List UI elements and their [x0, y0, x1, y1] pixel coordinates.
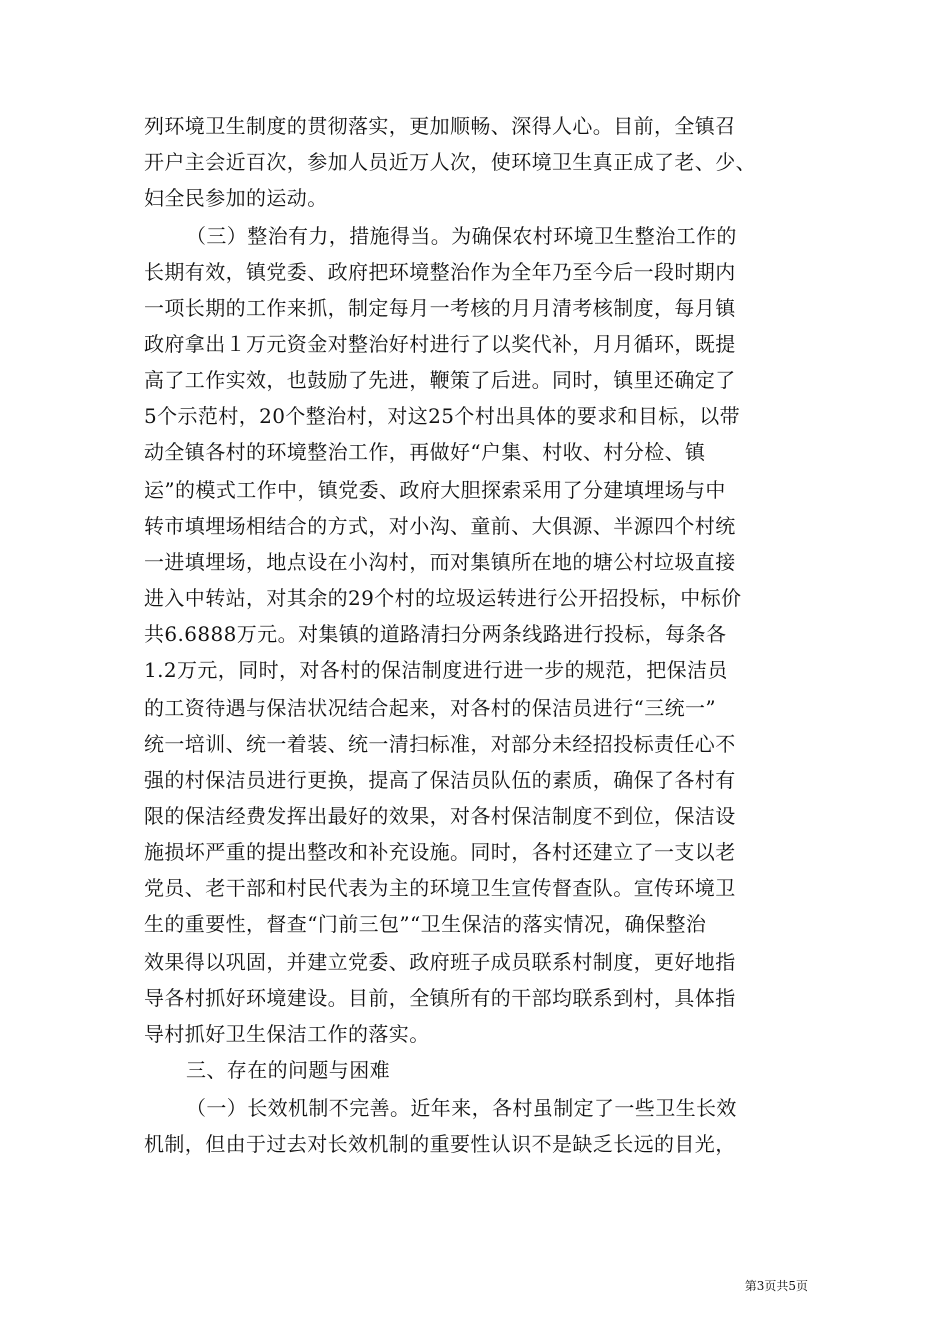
text-line: 一进填埋场，地点设在小沟村，而对集镇所在地的塘公村垃圾直接 — [144, 550, 736, 574]
text-line: 政府拿出１万元资金对整治好村进行了以奖代补，月月循环，既提 — [144, 332, 736, 356]
text-line: 统一培训、统一着装、统一清扫标准，对部分未经招投标责任心不 — [144, 732, 736, 756]
text-line: 党员、老干部和村民代表为主的环境卫生宣传督查队。宣传环境卫 — [144, 876, 736, 900]
text-line: 开户主会近百次，参加人员近万人次，使环境卫生真正成了老、少、 — [144, 150, 756, 174]
text-line: 施损坏严重的提出整改和补充设施。同时，各村还建立了一支以老 — [144, 840, 736, 864]
text-line: 高了工作实效，也鼓励了先进，鞭策了后进。同时，镇里还确定了 — [144, 368, 736, 392]
text-line: 运”的模式工作中，镇党委、政府大胆探索采用了分建填埋场与中 — [144, 478, 726, 502]
text-line: 三、存在的问题与困难 — [186, 1058, 390, 1082]
text-line: 机制，但由于过去对长效机制的重要性认识不是缺乏长远的目光， — [144, 1132, 736, 1156]
page-number: 第3页共5页 — [744, 1279, 808, 1293]
text-line: 进入中转站，对其余的29个村的垃圾运转进行公开招投标，中标价 — [144, 586, 742, 610]
text-line: 一项长期的工作来抓，制定每月一考核的月月清考核制度，每月镇 — [144, 296, 736, 320]
text-line: 妇全民参加的运动。 — [144, 186, 328, 210]
text-line: 导各村抓好环境建设。目前，全镇所有的干部均联系到村，具体指 — [144, 986, 736, 1010]
text-line: 5个示范村，20个整治村，对这25个村出具体的要求和目标，以带 — [144, 404, 741, 428]
text-line: 强的村保洁员进行更换，提高了保洁员队伍的素质，确保了各村有 — [144, 768, 736, 792]
text-line: （一）长效机制不完善。近年来，各村虽制定了一些卫生长效 — [186, 1096, 737, 1120]
text-line: 的工资待遇与保洁状况结合起来，对各村的保洁员进行“三统一” — [144, 696, 717, 720]
text-line: 生的重要性，督查“门前三包”“卫生保洁的落实情况，确保整治 — [144, 912, 707, 936]
text-line: 限的保洁经费发挥出最好的效果，对各村保洁制度不到位，保洁设 — [144, 804, 736, 828]
text-line: 导村抓好卫生保洁工作的落实。 — [144, 1022, 430, 1046]
text-line: 动全镇各村的环境整治工作，再做好“户集、村收、村分检、镇 — [144, 440, 706, 464]
text-line: 1.2万元，同时，对各村的保洁制度进行进一步的规范，把保洁员 — [144, 658, 728, 682]
text-line: 长期有效，镇党委、政府把环境整治作为全年乃至今后一段时期内 — [144, 260, 736, 284]
text-line: 效果得以巩固，并建立党委、政府班子成员联系村制度，更好地指 — [144, 950, 736, 974]
text-line: 转市填埋场相结合的方式，对小沟、童前、大俱源、半源四个村统 — [144, 514, 736, 538]
text-line: 列环境卫生制度的贯彻落实，更加顺畅、深得人心。目前，全镇召 — [144, 114, 736, 138]
text-line: 共6.6888万元。对集镇的道路清扫分两条线路进行投标，每条各 — [144, 622, 727, 646]
text-line: （三）整治有力，措施得当。为确保农村环境卫生整治工作的 — [186, 224, 737, 248]
